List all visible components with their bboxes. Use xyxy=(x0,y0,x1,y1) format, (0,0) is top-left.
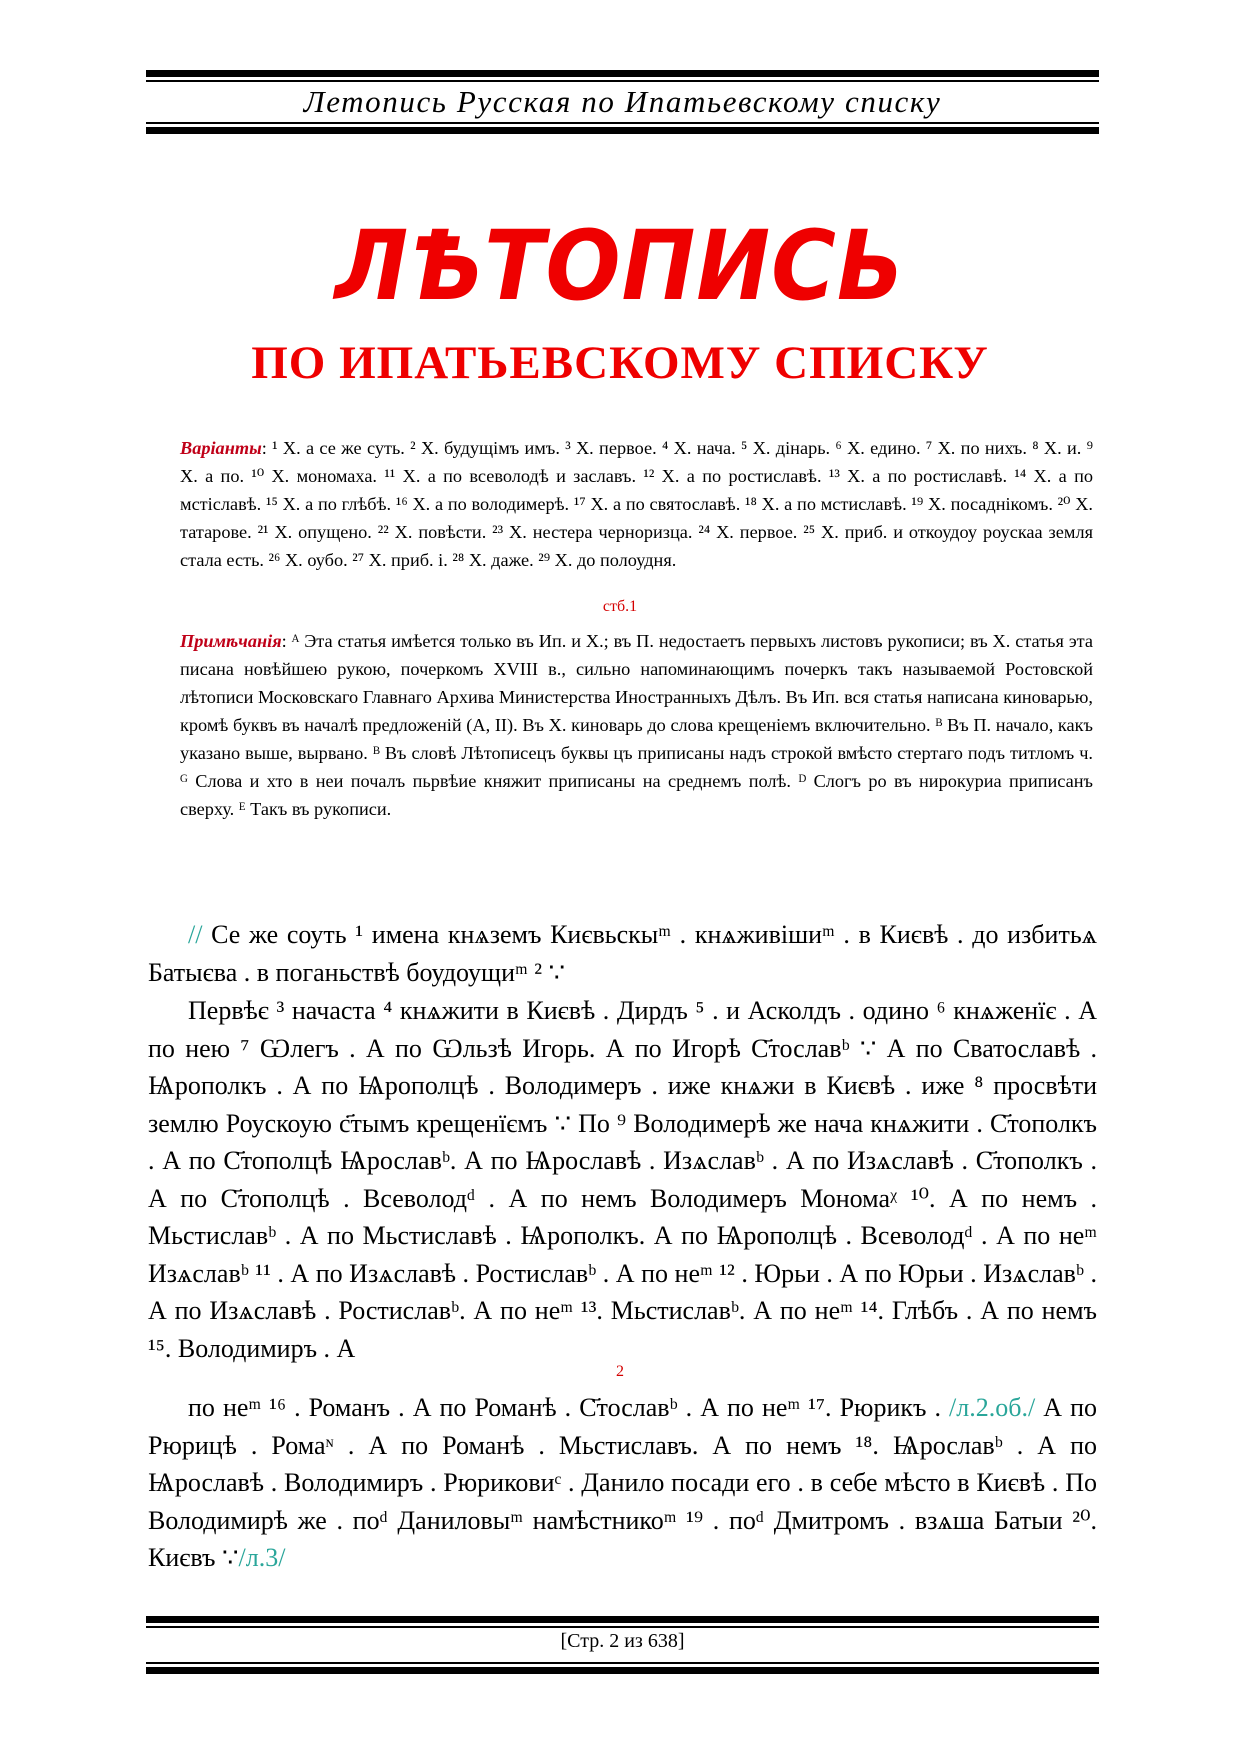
page-number: [Стр. 2 из 638] xyxy=(560,1630,685,1652)
column-marker-2: 2 xyxy=(616,1363,624,1380)
paragraph-1-text: Се же соуть ¹ имена кнѧземъ Києвьскыᵐ . кнѧживішиᵐ . в Києвѣ . до избитьѧ Батыєва . в поганьствѣ боудоущиᵐ ² ∵ xyxy=(148,920,1098,987)
remarks-label: Примѣчанія xyxy=(180,631,282,651)
header-rule-bottom-thin xyxy=(146,122,1099,124)
running-head: Летопись Русская по Ипатьевскому списку xyxy=(303,84,942,119)
folio-mark-start: // xyxy=(188,920,203,949)
folio-mark-3: /л.3/ xyxy=(238,1543,286,1572)
header-rule-bottom-thick xyxy=(146,127,1099,134)
variants-text: : ¹ Х. а се же суть. ² Х. будущімъ имъ. ³ Х. первое. ⁴ Х. нача. ⁵ Х. дінарь. ⁶ Х. едино. ⁷ Х. по нихъ. ⁸ Х. и. ⁹ Х. а по. ¹⁰ Х. мономаха. ¹¹ Х. а по всеволодѣ и заславъ. ¹² Х. а по ростиславѣ. ¹³ Х. а по ростиславѣ. ¹⁴ Х. а по мстіславѣ. ¹⁵ Х. а по глѣбѣ. ¹⁶ Х. а по володимерѣ. ¹⁷ Х. а по святославѣ. ¹⁸ Х. а по мстиславѣ. ¹⁹ Х. посаднікомъ. ²⁰ Х. татарове. ²¹ Х. опущено. ²² Х. повѣсти. ²³ Х. нестера черноризца. ²⁴ Х. первое. ²⁵ Х. приб. и откоудоу роускаа земля стала есть. ²⁶ Х. оубо. ²⁷ Х. приб. і. ²⁸ Х. даже. ²⁹ Х. до полоудня. xyxy=(180,438,1093,570)
folio-mark-2-verso: /л.2.об./ xyxy=(949,1393,1036,1422)
remarks-block xyxy=(180,627,1093,823)
footer-rule-top-thick xyxy=(146,1616,1099,1623)
variants-block xyxy=(180,434,1093,574)
chronicle-paragraph-2 xyxy=(148,992,1097,1367)
paragraph-3-text-b: А по Рюрицѣ . Ромаᶰ . А по Романѣ . Мьстиславъ. А по немъ ¹⁸. Ѩрославᵇ . А по Ѩрославѣ . Володимиръ . Рюриковиᶜ . Данило посади его . в себе мѣсто в Києвѣ . По Володимирѣ же . поᵈ Даниловыᵐ намѣстникоᵐ ¹⁹ . поᵈ Дмитромъ . взѧша Батыи ²⁰. Києвъ ∵ xyxy=(148,1393,1097,1572)
footer-rule-bottom-thick xyxy=(146,1667,1099,1674)
footer-rule-bottom-thin xyxy=(146,1662,1099,1664)
chronicle-paragraph-1 xyxy=(148,916,1097,991)
document-subtitle: ПО ИПАТЬЕВСКОМУ СПИСКУ xyxy=(251,337,989,389)
variants-label: Варіанты xyxy=(180,438,262,458)
paragraph-2-text: Первѣє ³ начаста ⁴ кнѧжити в Києвѣ . Дирдъ ⁵ . и Асколдъ . одино ⁶ кнѧженїє . А по нею ⁷ Ѡлегъ . А по Ѡльзѣ Игорь. А по Игорѣ С҃тославᵇ ∵ А по Сватославѣ . Ѩрополкъ . А по Ѩрополцѣ . Володимеръ . иже кнѧжи в Києвѣ . иже ⁸ просвѣти землю Роускоую с҃тымъ крещенїємъ ∵ По ⁹ Володимерѣ же нача кнѧжити . С҃тополкъ . А по С҃тополцѣ Ѩрославᵇ. А по Ѩрославѣ . Изѧславᵇ . А по Изѧславѣ . С҃тополкъ . А по С҃тополцѣ . Всеволодᵈ . А по немъ Володимеръ Мономаᵡ ¹⁰. А по немъ . Мьстиславᵇ . А по Мьстиславѣ . Ѩрополкъ. А по Ѩрополцѣ . Всеволодᵈ . А по неᵐ Изѧславᵇ ¹¹ . А по Изѧславѣ . Ростиславᵇ . А по неᵐ ¹² . Юрьи . А по Юрьи . Изѧславᵇ . А по Изѧславѣ . Ростиславᵇ. А по неᵐ ¹³. Мьстиславᵇ. А по неᵐ ¹⁴. Глѣбъ . А по немъ ¹⁵. Володимиръ . А xyxy=(148,996,1097,1363)
column-marker-1: стб.1 xyxy=(602,598,638,615)
header-rule-top-thin xyxy=(146,80,1099,82)
remarks-text: : ᴬ Эта статья имѣется только въ Ип. и Х.; въ П. недостаетъ первыхъ листовъ рукописи; въ Х. статья эта писана новѣйшею рукою, почеркомъ XVIII в., сильно напоминающимъ почеркъ такъ называемой Ростовской лѣтописи Московскаго Главнаго Архива Министерства Иностранныхъ Дѣлъ. Въ Ип. вся статья написана киноварью, кромѣ буквъ въ началѣ предложеній (А, II). Въ Х. киноварь до слова крещеніемъ включительно. ᴮ Въ П. начало, какъ указано выше, вырвано. ᴮ Въ словѣ Лѣтописецъ буквы цъ приписаны надъ строкой вмѣсто стертаго подъ титломъ ч. ᴳ Слова и хто в неи почалъ пьрвѣие княжит приписаны на среднемъ полѣ. ᴰ Слогъ ро въ нирокуриа приписанъ сверху. ᴱ Такъ въ рукописи. xyxy=(180,631,1093,819)
footer-rule-top-thin xyxy=(146,1626,1099,1628)
document-title: ЛѢТОПИСЬ xyxy=(334,210,906,322)
paragraph-3-text-a: по неᵐ ¹⁶ . Романъ . А по Романѣ . С҃тославᵇ . А по неᵐ ¹⁷. Рюрикъ . xyxy=(188,1393,941,1422)
chronicle-paragraph-3 xyxy=(148,1389,1097,1577)
header-rule-top-thick xyxy=(146,70,1099,77)
